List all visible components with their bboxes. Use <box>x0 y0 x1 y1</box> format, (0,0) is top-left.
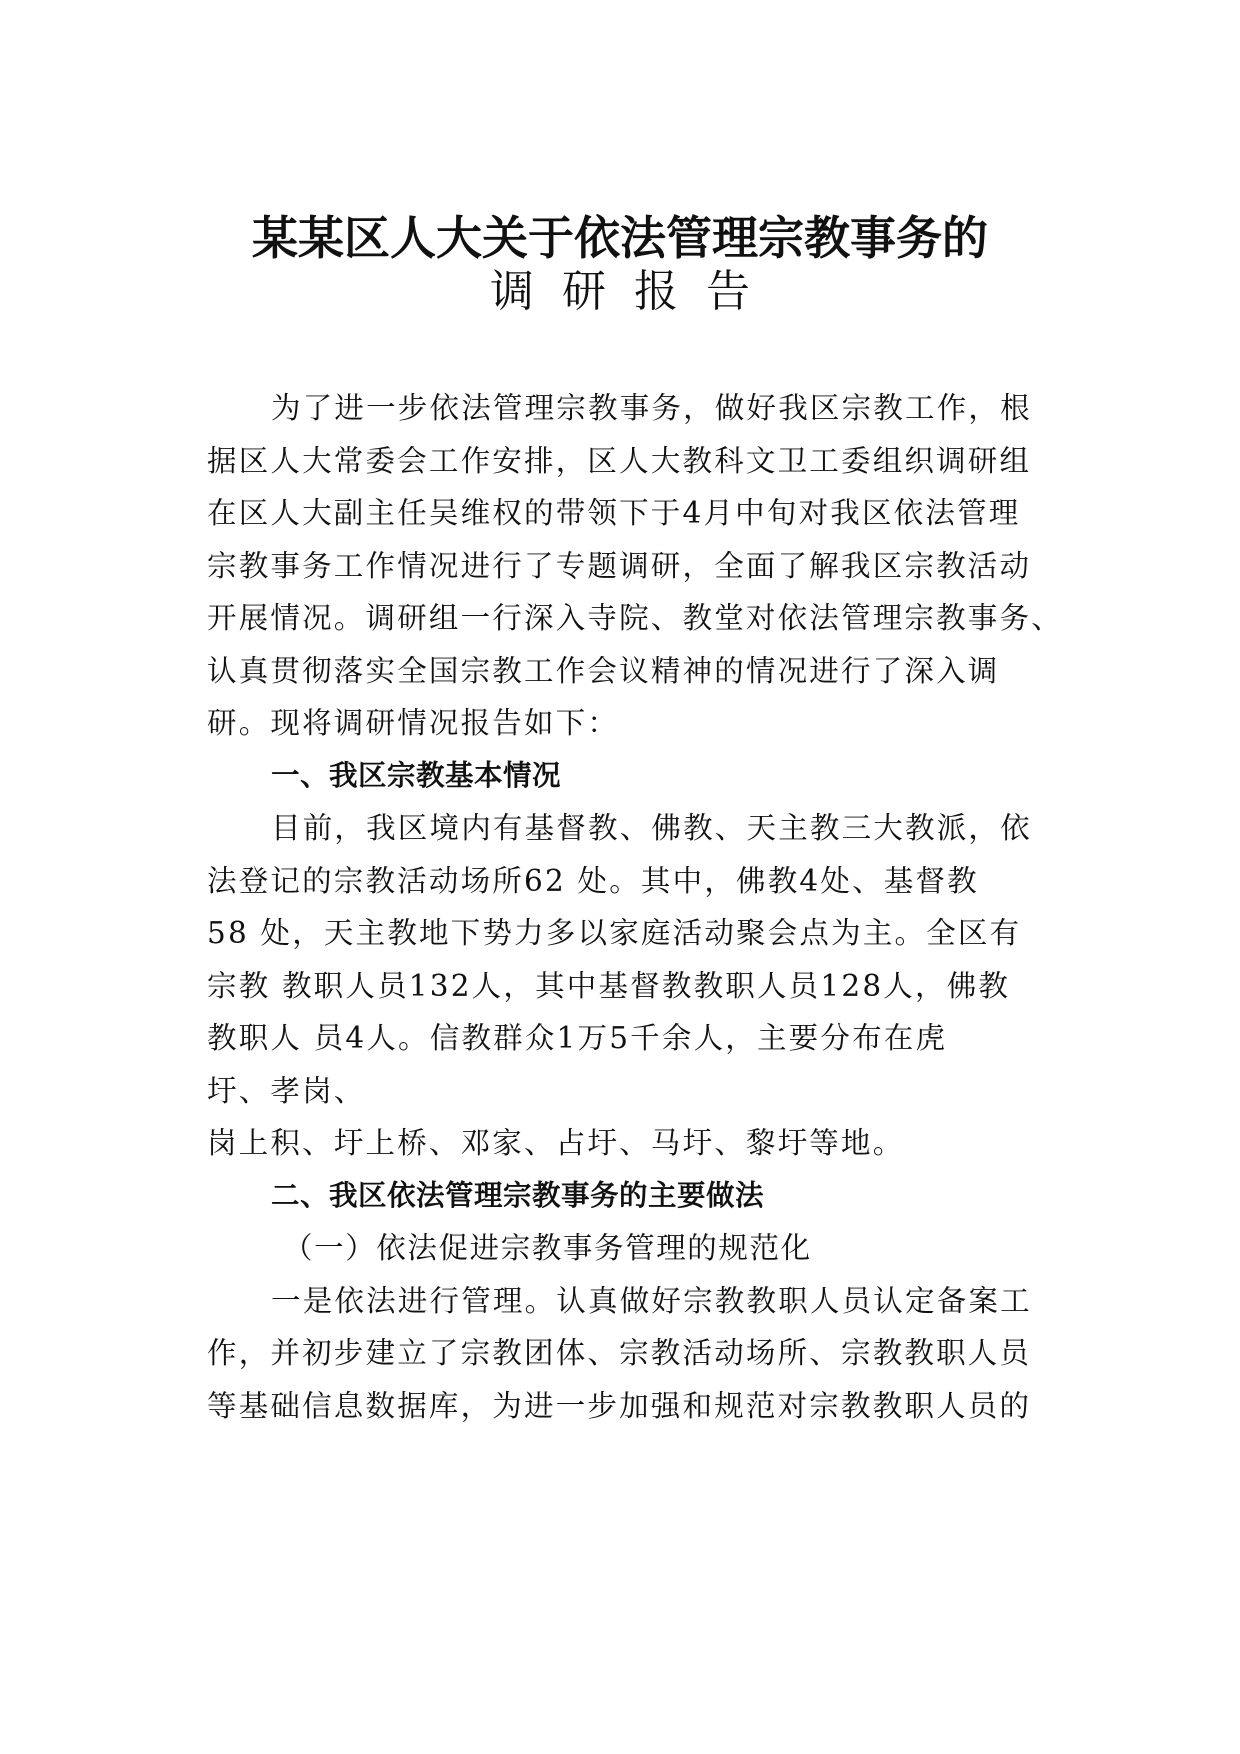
section2-line: 等基础信息数据库，为进一步加强和规范对宗教教职人员的 <box>207 1388 1032 1423</box>
section1-paragraph <box>207 802 1077 1170</box>
document-body <box>207 382 1077 1432</box>
intro-paragraph <box>207 382 1077 750</box>
intro-line: 开展情况。调研组一行深入寺院、教堂对依法管理宗教事务、 <box>207 601 1063 635</box>
intro-line: 宗教事务工作情况进行了专题调研，全面了解我区宗教活动 <box>207 548 1032 583</box>
intro-line: 认真贯彻落实全国宗教工作会议精神的情况进行了深入调 <box>207 653 1000 688</box>
section2-paragraph <box>207 1275 1077 1433</box>
intro-line: 据区人大常委会工作安排，区人大教科文卫工委组织调研组 <box>207 443 1032 478</box>
section1-line: 教职人 员4人。信教群众1万5千余人，主要分布在虎 <box>207 1021 948 1055</box>
intro-line: 研。现将调研情况报告如下： <box>207 706 620 740</box>
section1-line: 目前，我区境内有基督教、佛教、天主教三大教派，依 <box>271 811 1032 845</box>
document-subtitle: 调研报告 <box>490 266 778 317</box>
section1-line: 岗上积、圩上桥、邓家、占圩、马圩、黎圩等地。 <box>207 1126 905 1160</box>
section-heading-1: 一、我区宗教基本情况 <box>271 758 562 792</box>
intro-line: 在区人大副主任吴维权的带领下于4月中旬对我区依法管理 <box>207 496 1021 530</box>
section2-line: 一是依法进行管理。认真做好宗教教职人员认定备案工 <box>271 1283 1032 1318</box>
section-subheading: （一）依法促进宗教事务管理的规范化 <box>283 1231 812 1265</box>
section1-line: 宗教 教职人员132人，其中基督教教职人员128人，佛教 <box>207 968 1011 1003</box>
intro-line: 为了进一步依法管理宗教事务，做好我区宗教工作，根 <box>271 391 1032 425</box>
section1-line: 法登记的宗教活动场所62 处。其中，佛教4处、基督教 <box>207 863 979 898</box>
section2-line: 作，并初步建立了宗教团体、宗教活动场所、宗教教职人员 <box>207 1336 1032 1370</box>
section1-line: 58 处，天主教地下势力多以家庭活动聚会点为主。全区有 <box>207 916 1022 950</box>
section-heading-2: 二、我区依法管理宗教事务的主要做法 <box>271 1178 765 1212</box>
document-title: 某某区人大关于依法管理宗教事务的 <box>252 211 988 265</box>
section1-line: 圩、孝岗、 <box>207 1073 366 1108</box>
